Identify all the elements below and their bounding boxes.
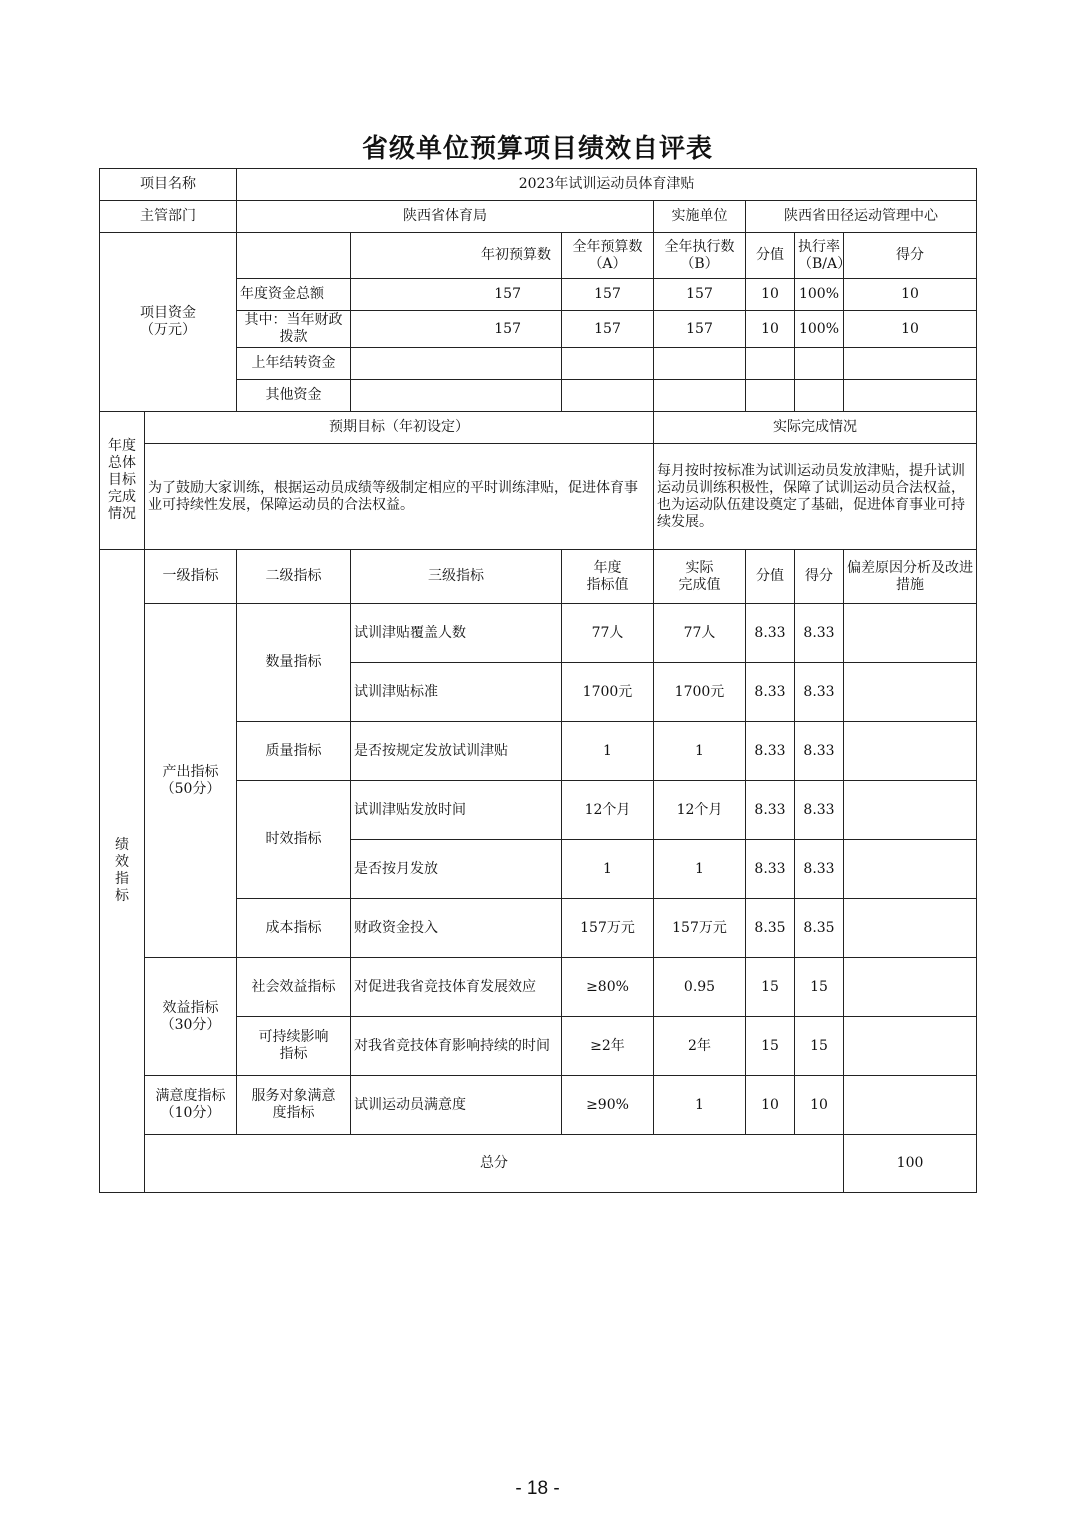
impl-label: 实施单位 bbox=[654, 201, 746, 233]
perf-note bbox=[844, 958, 977, 1017]
perf-level2-social: 社会效益指标 bbox=[237, 958, 351, 1017]
perf-note bbox=[844, 663, 977, 722]
goals-actual-label: 实际完成情况 bbox=[654, 412, 977, 444]
perf-target: ≥2年 bbox=[562, 1017, 654, 1076]
funds-label-text: 项目资金 （万元） bbox=[140, 305, 196, 338]
page-title: 省级单位预算项目绩效自评表 bbox=[361, 134, 713, 164]
perf-level3: 试训津贴标准 bbox=[351, 663, 562, 722]
perf-header-note: 偏差原因分析及改进措施 bbox=[844, 550, 977, 604]
perf-level3: 财政资金投入 bbox=[351, 899, 562, 958]
perf-target: ≥90% bbox=[562, 1076, 654, 1135]
perf-actual: 77人 bbox=[654, 604, 746, 663]
perf-score: 8.33 bbox=[795, 781, 844, 840]
goals-expected-label: 预期目标（年初设定） bbox=[145, 412, 654, 444]
funds-row-score-val bbox=[746, 380, 795, 412]
funds-row-score: 10 bbox=[844, 311, 977, 348]
funds-row-a bbox=[562, 348, 654, 380]
perf-target: 12个月 bbox=[562, 781, 654, 840]
perf-actual: 12个月 bbox=[654, 781, 746, 840]
perf-score-val: 15 bbox=[746, 958, 795, 1017]
funds-row-initial bbox=[351, 348, 562, 380]
perf-actual: 1 bbox=[654, 840, 746, 899]
total-score-val: 100 bbox=[844, 1135, 977, 1193]
perf-score-val: 8.33 bbox=[746, 604, 795, 663]
funds-row-a bbox=[562, 380, 654, 412]
funds-row-label: 其中：当年财政拨款 bbox=[237, 311, 351, 348]
funds-header-initial: 年初预算数 bbox=[351, 233, 562, 279]
dept-label: 主管部门 bbox=[100, 201, 237, 233]
perf-note bbox=[844, 604, 977, 663]
funds-row-score bbox=[844, 380, 977, 412]
funds-row-label: 其他资金 bbox=[237, 380, 351, 412]
funds-row-a: 157 bbox=[562, 279, 654, 311]
perf-score: 8.33 bbox=[795, 840, 844, 899]
perf-label bbox=[100, 550, 145, 1193]
funds-row-initial bbox=[351, 380, 562, 412]
funds-row-rate: 100% bbox=[795, 311, 844, 348]
perf-note bbox=[844, 781, 977, 840]
perf-note bbox=[844, 722, 977, 781]
perf-level2-sustainable: 可持续影响 指标 bbox=[237, 1017, 351, 1076]
funds-row-rate bbox=[795, 380, 844, 412]
goals-label bbox=[100, 412, 145, 550]
goals-expected-text: 为了鼓励大家训练，根据运动员成绩等级制定相应的平时训练津贴，促进体育事业可持续性发展，保障运动员的合法权益。 bbox=[145, 444, 654, 550]
funds-row-label: 上年结转资金 bbox=[237, 348, 351, 380]
project-name-label: 项目名称 bbox=[100, 169, 237, 201]
funds-row-rate bbox=[795, 348, 844, 380]
funds-row-score: 10 bbox=[844, 279, 977, 311]
perf-note bbox=[844, 840, 977, 899]
impl-value: 陕西省田径运动管理中心 bbox=[746, 201, 977, 233]
perf-level2-cost: 成本指标 bbox=[237, 899, 351, 958]
perf-level3: 是否按月发放 bbox=[351, 840, 562, 899]
perf-target: 1 bbox=[562, 722, 654, 781]
project-name-value: 2023年试训运动员体育津贴 bbox=[237, 169, 977, 201]
page-number: - 18 - bbox=[515, 1478, 560, 1499]
perf-level3: 对我省竞技体育影响持续的时间 bbox=[351, 1017, 562, 1076]
perf-note bbox=[844, 899, 977, 958]
perf-actual: 1 bbox=[654, 722, 746, 781]
perf-header-level3: 三级指标 bbox=[351, 550, 562, 604]
perf-header-level2: 二级指标 bbox=[237, 550, 351, 604]
perf-level2-quality: 质量指标 bbox=[237, 722, 351, 781]
perf-level3: 是否按规定发放试训津贴 bbox=[351, 722, 562, 781]
funds-row-score-val bbox=[746, 348, 795, 380]
perf-actual: 0.95 bbox=[654, 958, 746, 1017]
perf-target: ≥80% bbox=[562, 958, 654, 1017]
funds-row-rate: 100% bbox=[795, 279, 844, 311]
perf-score-val: 15 bbox=[746, 1017, 795, 1076]
perf-level1-output-text: 产出指标 （50分） bbox=[160, 763, 221, 797]
perf-actual: 1700元 bbox=[654, 663, 746, 722]
dept-value: 陕西省体育局 bbox=[237, 201, 654, 233]
goals-label-text: 年度 总体 目标 完成 情况 bbox=[108, 438, 136, 522]
perf-level1-output bbox=[145, 604, 237, 958]
perf-header-level1: 一级指标 bbox=[145, 550, 237, 604]
perf-level1-satisfaction: 满意度指标 （10分） bbox=[145, 1076, 237, 1135]
perf-score-val: 8.33 bbox=[746, 722, 795, 781]
perf-header-actual: 实际 完成值 bbox=[654, 550, 746, 604]
perf-level3: 对促进我省竞技体育发展效应 bbox=[351, 958, 562, 1017]
perf-level3: 试训津贴覆盖人数 bbox=[351, 604, 562, 663]
perf-header-target: 年度 指标值 bbox=[562, 550, 654, 604]
funds-row-score-val: 10 bbox=[746, 311, 795, 348]
funds-row-b bbox=[654, 348, 746, 380]
funds-row-score-val: 10 bbox=[746, 279, 795, 311]
perf-actual: 157万元 bbox=[654, 899, 746, 958]
perf-score: 15 bbox=[795, 1017, 844, 1076]
perf-score-val: 8.33 bbox=[746, 840, 795, 899]
perf-score: 8.33 bbox=[795, 604, 844, 663]
funds-row-label: 年度资金总额 bbox=[237, 279, 351, 311]
perf-level2-quantity: 数量指标 bbox=[237, 604, 351, 722]
perf-header-score: 得分 bbox=[795, 550, 844, 604]
perf-score: 8.33 bbox=[795, 722, 844, 781]
perf-score: 10 bbox=[795, 1076, 844, 1135]
funds-label bbox=[100, 233, 237, 412]
perf-level3: 试训运动员满意度 bbox=[351, 1076, 562, 1135]
perf-target: 157万元 bbox=[562, 899, 654, 958]
funds-header-rate: 执行率 （B/A） bbox=[795, 233, 844, 279]
perf-score-val: 8.33 bbox=[746, 781, 795, 840]
funds-row-a: 157 bbox=[562, 311, 654, 348]
funds-header-b: 全年执行数 （B） bbox=[654, 233, 746, 279]
perf-note bbox=[844, 1076, 977, 1135]
funds-row-initial: 157 bbox=[351, 279, 562, 311]
funds-header-score: 得分 bbox=[844, 233, 977, 279]
perf-target: 1700元 bbox=[562, 663, 654, 722]
perf-actual: 2年 bbox=[654, 1017, 746, 1076]
total-label: 总分 bbox=[145, 1135, 844, 1193]
perf-score: 8.35 bbox=[795, 899, 844, 958]
perf-score: 15 bbox=[795, 958, 844, 1017]
perf-score: 8.33 bbox=[795, 663, 844, 722]
funds-row-b: 157 bbox=[654, 279, 746, 311]
table-row bbox=[100, 604, 977, 663]
funds-header-a: 全年预算数 （A） bbox=[562, 233, 654, 279]
goals-actual-text: 每月按时按标准为试训运动员发放津贴，提升试训运动员训练积极性，保障了试训运动员合法权益，也为运动队伍建设奠定了基础，促进体育事业可持续发展。 bbox=[654, 444, 977, 550]
perf-level2-timeliness: 时效指标 bbox=[237, 781, 351, 899]
table-row bbox=[100, 958, 977, 1017]
perf-level1-benefit-text: 效益指标 （30分） bbox=[160, 999, 221, 1033]
funds-row-score bbox=[844, 348, 977, 380]
funds-row-b bbox=[654, 380, 746, 412]
performance-evaluation-table bbox=[99, 168, 977, 1193]
funds-header-score-val: 分值 bbox=[746, 233, 795, 279]
perf-score-val: 8.33 bbox=[746, 663, 795, 722]
perf-level2-service-satisfaction: 服务对象满意 度指标 bbox=[237, 1076, 351, 1135]
perf-actual: 1 bbox=[654, 1076, 746, 1135]
perf-header-score-val: 分值 bbox=[746, 550, 795, 604]
funds-row-b: 157 bbox=[654, 311, 746, 348]
perf-note bbox=[844, 1017, 977, 1076]
perf-target: 1 bbox=[562, 840, 654, 899]
funds-header-blank bbox=[237, 233, 351, 279]
table-row bbox=[100, 1076, 977, 1135]
perf-level3: 试训津贴发放时间 bbox=[351, 781, 562, 840]
perf-target: 77人 bbox=[562, 604, 654, 663]
funds-row-initial: 157 bbox=[351, 311, 562, 348]
perf-label-text: 绩 效 指 标 bbox=[115, 837, 129, 904]
perf-score-val: 8.35 bbox=[746, 899, 795, 958]
perf-score-val: 10 bbox=[746, 1076, 795, 1135]
total-row bbox=[100, 1135, 977, 1193]
perf-level1-benefit bbox=[145, 958, 237, 1076]
